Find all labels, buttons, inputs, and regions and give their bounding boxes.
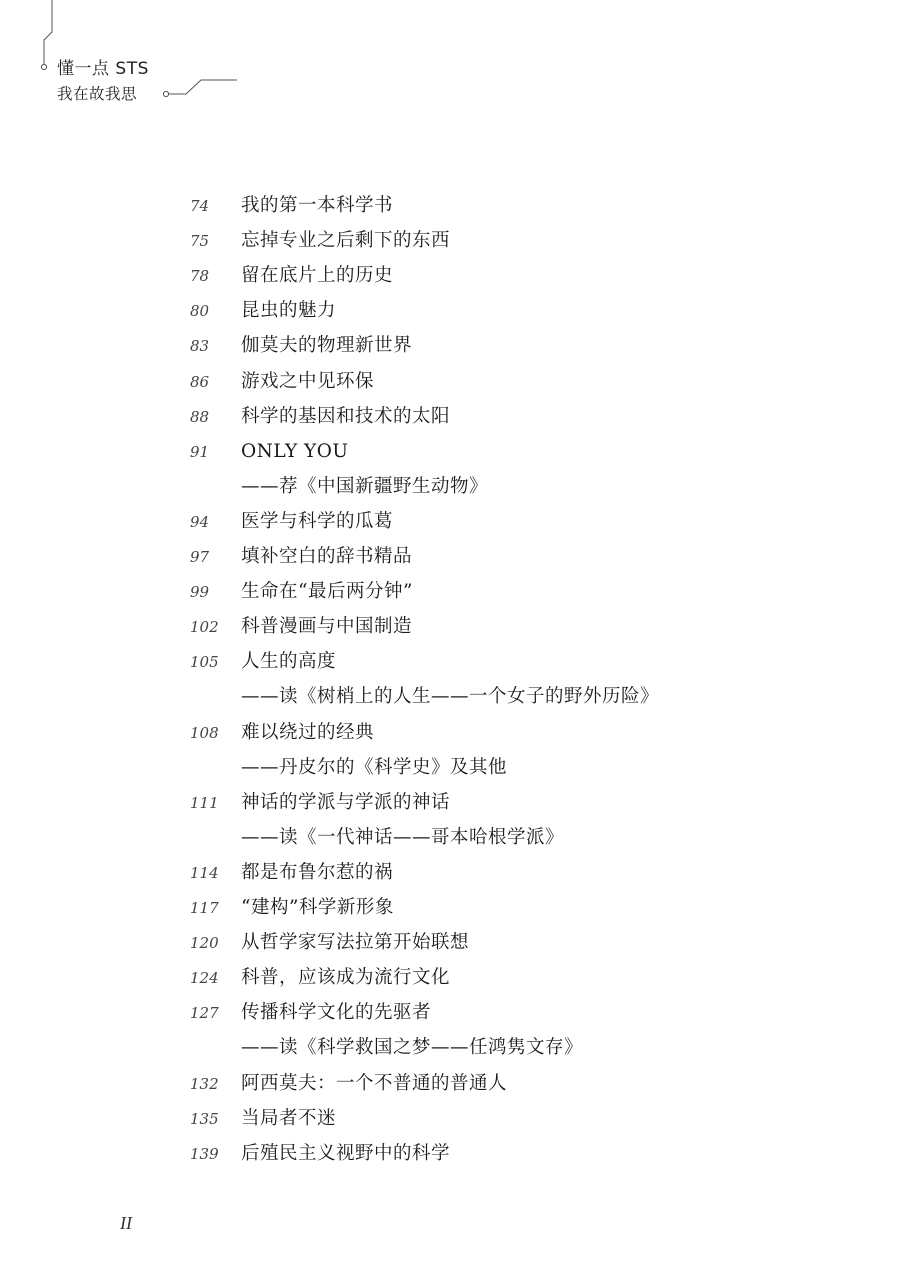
toc-title: 神话的学派与学派的神话 xyxy=(241,791,451,813)
toc-entry-subtitle-row[interactable] xyxy=(0,682,900,712)
toc-page-number: 120 xyxy=(190,934,219,953)
book-series-title: 懂一点 STS xyxy=(57,59,149,79)
toc-title: 填补空白的辞书精品 xyxy=(241,546,413,567)
toc-page-number: 127 xyxy=(190,1004,219,1023)
toc-entry-subtitle-row[interactable] xyxy=(0,1033,900,1063)
toc-entry[interactable] xyxy=(0,331,900,361)
toc-entry[interactable] xyxy=(0,437,900,467)
toc-title: 科学的基因和技术的太阳 xyxy=(241,405,451,427)
toc-subtitle: ——读《树梢上的人生——一个女子的野外历险》 xyxy=(241,686,660,708)
toc-title: 难以绕过的经典 xyxy=(241,721,375,743)
toc-page-number: 135 xyxy=(190,1109,219,1128)
toc-page-number: 78 xyxy=(190,267,210,286)
toc-entry-subtitle-row[interactable] xyxy=(0,472,900,502)
toc-title: 忘掉专业之后剩下的东西 xyxy=(241,230,451,252)
toc-entry[interactable] xyxy=(0,226,900,256)
toc-entry[interactable] xyxy=(0,998,900,1028)
toc-page-number: 99 xyxy=(190,583,210,602)
toc-page-number: 117 xyxy=(190,899,219,917)
toc-entry-subtitle-row[interactable] xyxy=(0,753,900,783)
toc-title: 昆虫的魅力 xyxy=(241,300,337,322)
toc-entry[interactable] xyxy=(0,1139,900,1169)
toc-page-number: 74 xyxy=(190,197,210,215)
toc-entry[interactable] xyxy=(0,402,900,432)
toc-entry[interactable] xyxy=(0,1104,900,1134)
toc-title: ONLY YOU xyxy=(241,440,349,462)
toc-page-number: 83 xyxy=(190,337,210,356)
toc-page-number: 108 xyxy=(190,723,219,742)
toc-page-number: 86 xyxy=(190,372,210,391)
page-number: II xyxy=(120,1213,132,1233)
toc-entry[interactable] xyxy=(0,718,900,748)
toc-title: 后殖民主义视野中的科学 xyxy=(241,1142,451,1164)
toc-entry[interactable] xyxy=(0,191,900,221)
toc-page-number: 102 xyxy=(190,618,219,637)
toc-title: 生命在“最后两分钟” xyxy=(241,581,413,603)
toc-title: 我的第一本科学书 xyxy=(241,195,394,216)
toc-title: 留在底片上的历史 xyxy=(241,265,394,287)
toc-title: 人生的高度 xyxy=(241,651,337,673)
toc-title: 当局者不迷 xyxy=(241,1107,337,1129)
toc-page-number: 91 xyxy=(190,442,210,461)
toc-title: 医学与科学的瓜葛 xyxy=(241,510,394,532)
toc-entry-subtitle-row[interactable] xyxy=(0,823,900,853)
toc-page-number: 97 xyxy=(190,548,210,566)
toc-entry[interactable] xyxy=(0,577,900,607)
toc-page-number: 132 xyxy=(190,1074,219,1093)
toc-entry[interactable] xyxy=(0,928,900,958)
toc-entry[interactable] xyxy=(0,893,900,923)
toc-entry[interactable] xyxy=(0,858,900,888)
book-title: 我在故我思 xyxy=(57,85,138,103)
toc-page-number: 139 xyxy=(190,1144,219,1163)
toc-title: 都是布鲁尔惹的祸 xyxy=(241,861,394,883)
toc-entry[interactable] xyxy=(0,367,900,397)
toc-entry[interactable] xyxy=(0,1069,900,1099)
toc-title: 科普，应该成为流行文化 xyxy=(241,967,451,989)
toc-title: 传播科学文化的先驱者 xyxy=(241,1002,432,1024)
toc-page-number: 124 xyxy=(190,969,219,988)
toc-page-number: 111 xyxy=(190,793,219,812)
toc-page-number: 94 xyxy=(190,512,210,531)
toc-entry[interactable] xyxy=(0,963,900,993)
toc-subtitle: ——荐《中国新疆野生动物》 xyxy=(241,475,489,497)
toc-entry[interactable] xyxy=(0,647,900,677)
toc-entry[interactable] xyxy=(0,542,900,572)
toc-title: 伽莫夫的物理新世界 xyxy=(241,335,413,357)
toc-subtitle: ——读《一代神话——哥本哈根学派》 xyxy=(241,826,565,848)
toc-title: “建构”科学新形象 xyxy=(241,897,394,918)
toc-page-number: 80 xyxy=(190,302,210,321)
toc-subtitle: ——读《科学救国之梦——任鸿隽文存》 xyxy=(241,1037,584,1059)
toc-title: 从哲学家写法拉第开始联想 xyxy=(241,932,470,954)
toc-entry[interactable] xyxy=(0,296,900,326)
toc-entry[interactable] xyxy=(0,507,900,537)
toc-subtitle: ——丹皮尔的《科学史》及其他 xyxy=(241,756,508,778)
toc-title: 科普漫画与中国制造 xyxy=(241,616,413,638)
toc-page-number: 114 xyxy=(190,863,219,882)
toc-page-number: 88 xyxy=(190,407,210,426)
toc-page-number: 105 xyxy=(190,653,219,672)
toc-page-number: 75 xyxy=(190,232,210,251)
toc-title: 阿西莫夫：一个不普通的普通人 xyxy=(241,1072,508,1094)
toc-title: 游戏之中见环保 xyxy=(241,370,375,392)
toc-entry[interactable] xyxy=(0,261,900,291)
toc-entry[interactable] xyxy=(0,612,900,642)
toc-entry[interactable] xyxy=(0,788,900,818)
